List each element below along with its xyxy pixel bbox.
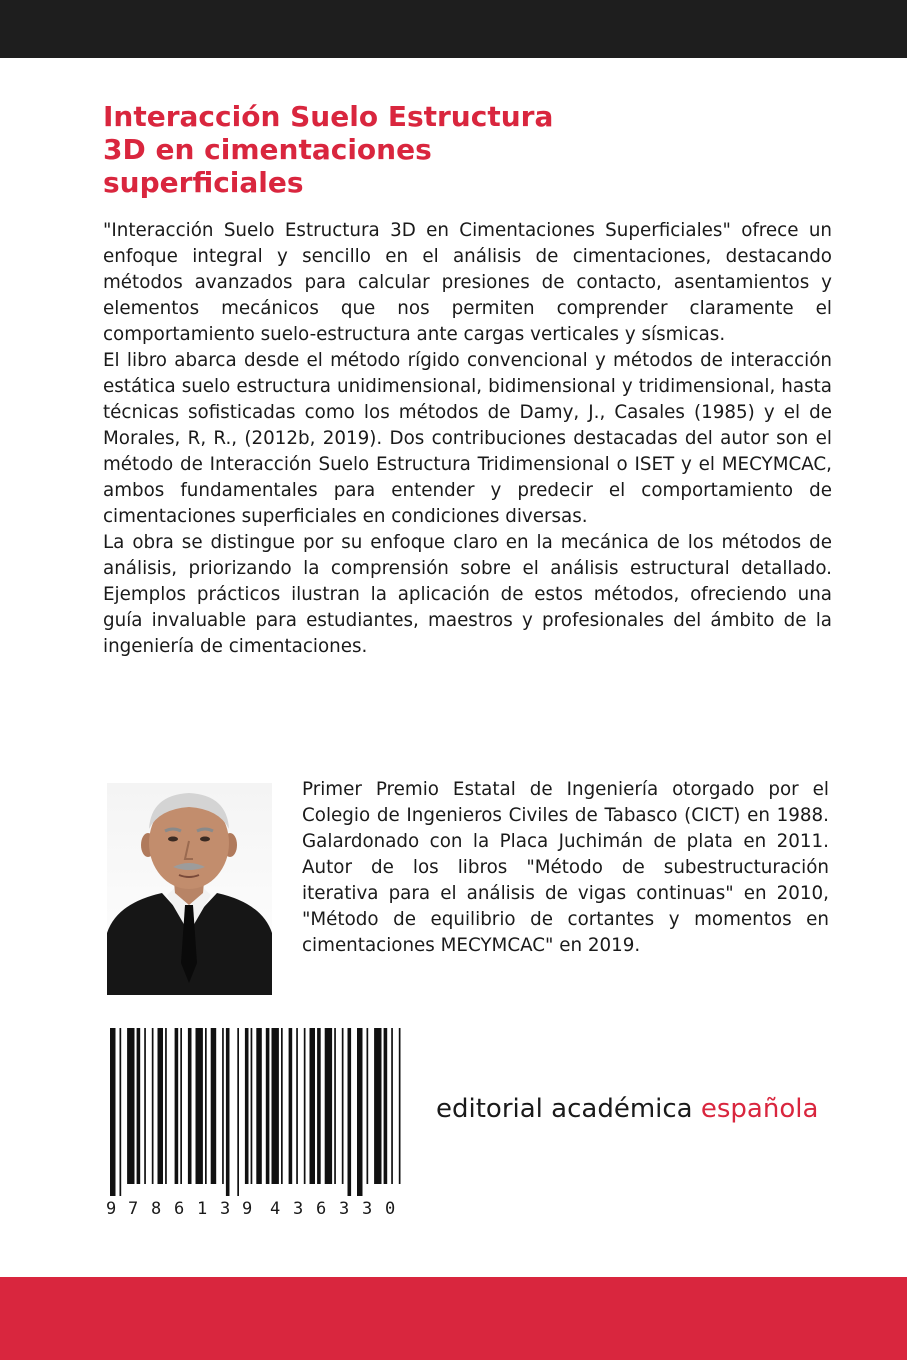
book-title-line-3: superficiales xyxy=(103,166,304,199)
barcode-digits xyxy=(106,1199,395,1219)
barcode-bar xyxy=(144,1028,146,1184)
barcode-bar xyxy=(317,1028,321,1184)
barcode-digit: 7 xyxy=(128,1199,139,1219)
barcode-bar xyxy=(110,1028,116,1196)
description-paragraph-2: El libro abarca desde el método rígido convencional y métodos de interacción estática suelo estructura unidimensional, bidimensional y tridimensional, hasta técnicas sofisticadas como los métodos de Damy, J., Casales (1985) y el de Morales, R, R., (2012b, 2019). Dos contribuciones destacadas del autor son el método de Interacción Suelo Estructura Tridimensional o ISET y el MECYMCAC, ambos fundamentales para entender y predecir el comportamiento de cimentaciones superficiales en condiciones diversas. xyxy=(103,350,832,527)
bottom-band xyxy=(0,1277,907,1360)
barcode-bar xyxy=(237,1028,239,1196)
barcode-bar xyxy=(296,1028,298,1184)
book-description xyxy=(103,218,832,660)
top-band xyxy=(0,0,907,58)
barcode-digit: 3 xyxy=(220,1199,231,1219)
barcode-bar xyxy=(374,1028,381,1184)
barcode-bar xyxy=(205,1028,207,1184)
author-photo xyxy=(107,783,272,995)
barcode-bar xyxy=(120,1028,122,1196)
author-bio: Primer Premio Estatal de Ingeniería otorgado por el Colegio de Ingenieros Civiles de Tabasco (CICT) en 1988. Galardonado con la Placa Juchimán de plata en 2011. Autor de los libros "Método de subestructuración iterativa para el análisis de vigas continuas" en 2010, "Método de equilibrio de cortantes y momentos en cimentaciones MECYMCAC" en 2019. xyxy=(302,779,829,956)
barcode-bar xyxy=(211,1028,217,1184)
barcode-digit: 6 xyxy=(316,1199,327,1219)
barcode-digit: 8 xyxy=(151,1199,162,1219)
barcode-bar xyxy=(357,1028,363,1196)
author-portrait-icon xyxy=(107,783,272,995)
barcode-bar xyxy=(281,1028,283,1184)
barcode-bar xyxy=(384,1028,388,1184)
publisher-name: editorial académica xyxy=(436,1094,701,1124)
barcode-digit: 1 xyxy=(197,1199,208,1219)
barcode-bar xyxy=(226,1028,230,1196)
barcode-bar xyxy=(196,1028,203,1184)
barcode-bar xyxy=(304,1028,306,1184)
book-title xyxy=(103,100,623,199)
barcode-bar xyxy=(266,1028,270,1184)
description-paragraph-3: La obra se distingue por su enfoque claro en la mecánica de los métodos de análisis, priorizando la comprensión sobre el análisis estructural detallado. Ejemplos prácticos ilustran la aplicación de estos métodos, ofreciendo una guía invaluable para estudiantes, maestros y profesionales del ámbito de la ingeniería de cimentaciones. xyxy=(103,532,832,657)
barcode-bars xyxy=(110,1028,401,1196)
barcode-digit: 6 xyxy=(174,1199,185,1219)
barcode-bar xyxy=(175,1028,179,1184)
publisher-name-accent: española xyxy=(700,1094,819,1124)
barcode-bar xyxy=(256,1028,262,1184)
barcode-bar xyxy=(251,1028,253,1184)
barcode-bar xyxy=(399,1028,401,1184)
barcode-bar xyxy=(158,1028,164,1184)
barcode-digit: 0 xyxy=(385,1199,396,1219)
barcode-bar xyxy=(180,1028,182,1184)
barcode-digit: 3 xyxy=(339,1199,350,1219)
barcode-digit: 4 xyxy=(270,1199,281,1219)
barcode-bar xyxy=(334,1028,336,1184)
barcode-digit: 3 xyxy=(362,1199,373,1219)
barcode-bar xyxy=(391,1028,393,1184)
barcode-bar xyxy=(325,1028,332,1184)
barcode-bar xyxy=(289,1028,293,1184)
barcode-bar xyxy=(272,1028,279,1184)
barcode-bar xyxy=(188,1028,192,1184)
barcode-bar xyxy=(165,1028,167,1184)
barcode-digit: 9 xyxy=(242,1199,253,1219)
barcode-bar xyxy=(127,1028,134,1184)
barcode-digit: 3 xyxy=(293,1199,304,1219)
barcode-bar xyxy=(152,1028,154,1184)
barcode-bar xyxy=(245,1028,249,1184)
barcode-bar xyxy=(137,1028,141,1184)
book-title-line-1: Interacción Suelo Estructura xyxy=(103,100,554,133)
barcode-bar xyxy=(348,1028,352,1196)
book-title-line-2: 3D en cimentaciones xyxy=(103,133,432,166)
barcode-bar xyxy=(310,1028,316,1184)
description-paragraph-1: "Interacción Suelo Estructura 3D en Cimentaciones Superficiales" ofrece un enfoque integral y sencillo en el análisis de cimentaciones, destacando métodos avanzados para calcular presiones de contacto, asentamientos y elementos mecánicos que nos permiten comprender claramente el comportamiento suelo-estructura ante cargas verticales y sísmicas. xyxy=(103,220,832,345)
barcode-bar xyxy=(222,1028,224,1184)
barcode-digit: 9 xyxy=(106,1199,117,1219)
publisher-logo xyxy=(436,1093,818,1125)
barcode-bar xyxy=(342,1028,344,1184)
barcode-bar xyxy=(367,1028,369,1184)
isbn-barcode xyxy=(100,1024,412,1220)
